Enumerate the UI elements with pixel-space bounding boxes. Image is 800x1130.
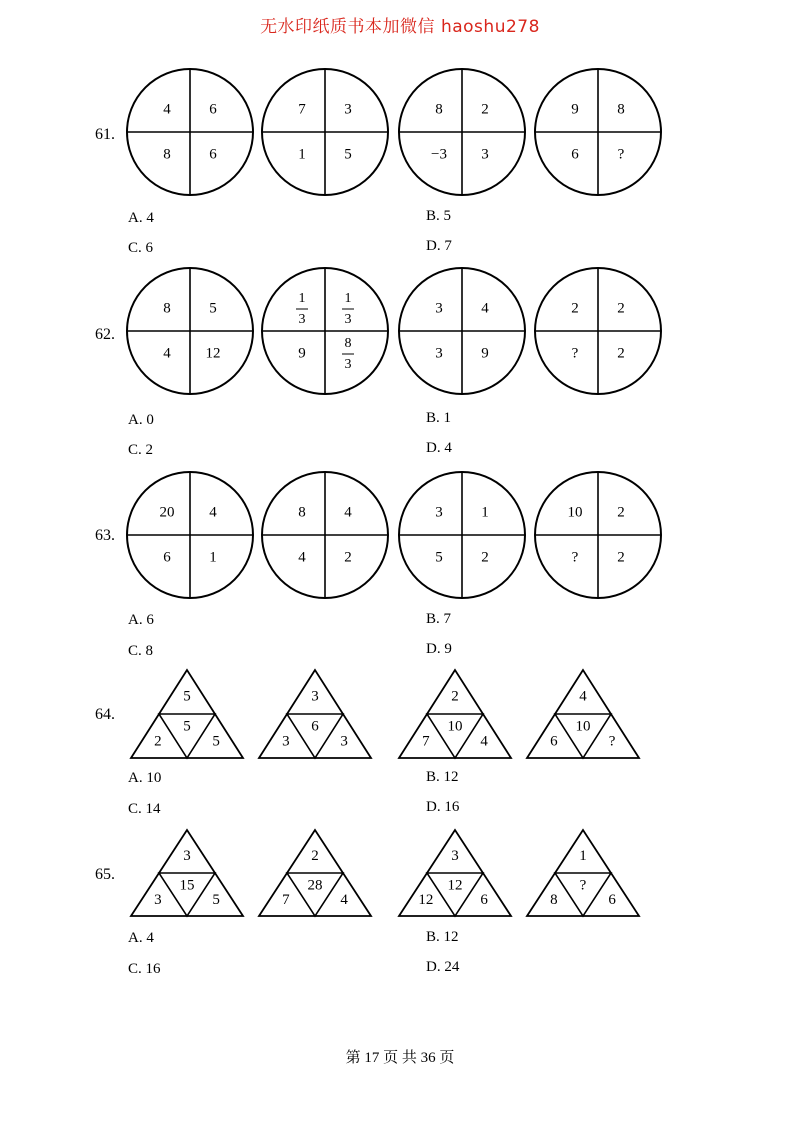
q65-figure-1-left-value: 3 [154, 891, 162, 908]
q65-figure-4-center-value: ? [579, 877, 587, 894]
q65-figure-4-top-value: 1 [579, 848, 587, 865]
option-a: A. 4 [128, 930, 154, 946]
q65-figure-3-left-value: 12 [418, 891, 434, 908]
q63-figure-3-cell-top-left: 3 [435, 504, 443, 521]
q63-figure-4-cell-bottom-right: 2 [617, 549, 625, 566]
q63-figure-3-cell-bottom-right: 2 [481, 549, 489, 566]
q63-figure-1-cell-bottom-right: 1 [209, 549, 217, 566]
question-number-64: 64. [95, 706, 115, 723]
q62-figure-2-cell-bottom-left: 9 [298, 345, 306, 362]
q65-figure-2-left-value: 7 [282, 891, 290, 908]
q62-figure-4-cell-bottom-left: ? [571, 345, 579, 362]
q61-figure-1-cell-top-right: 6 [209, 101, 217, 118]
q61-figure-1-cell-bottom-right: 6 [209, 146, 217, 163]
q62-figure-3-cell-bottom-left: 3 [435, 345, 443, 362]
q64-figure-4-left-value: 6 [550, 733, 558, 750]
q61-figure-1-cell-top-left: 4 [163, 101, 171, 118]
q65-figure-1-right-value: 5 [212, 891, 220, 908]
q64-figure-2-left-value: 3 [282, 733, 290, 750]
question-number-61: 61. [95, 126, 115, 143]
option-a: A. 10 [128, 770, 162, 786]
q61-figure-2-cell-top-right: 3 [344, 101, 352, 118]
option-c: C. 14 [128, 801, 161, 817]
q65-figure-1-top-value: 3 [183, 848, 191, 865]
q64-figure-2-top-value: 3 [311, 688, 319, 705]
q63-figure-1-cell-top-right: 4 [209, 504, 217, 521]
q65-figure-2-right-value: 4 [340, 891, 348, 908]
q62-figure-3-cell-top-left: 3 [435, 300, 443, 317]
q63-figure-1-cell-top-left: 20 [159, 504, 175, 521]
q63-figure-4-cell-top-left: 10 [567, 504, 583, 521]
q61-figure-2-cell-bottom-left: 1 [298, 146, 306, 163]
q64-figure-4-top-value: 4 [579, 688, 587, 705]
option-b: B. 5 [426, 208, 452, 224]
q63-figure-1-cell-bottom-left: 6 [163, 549, 171, 566]
question-number-63: 63. [95, 527, 115, 544]
q65-figure-2-center-value: 28 [307, 877, 323, 894]
q61-figure-2-cell-top-left: 7 [298, 101, 306, 118]
q61-figure-4-cell-top-right: 8 [617, 101, 625, 118]
q65-figure-3-right-value: 6 [480, 891, 488, 908]
q64-figure-1-left-value: 2 [154, 733, 162, 750]
option-a: A. 4 [128, 210, 154, 226]
q63-figure-3-cell-top-right: 1 [481, 504, 489, 521]
q61-figure-4-cell-top-left: 9 [571, 101, 579, 118]
q62-figure-1-cell-top-right: 5 [209, 300, 217, 317]
page-footer: 第 17 页 共 36 页 [345, 1050, 455, 1066]
q64-figure-2-right-value: 3 [340, 733, 348, 750]
watermark-text: 无水印纸质书本加微信 haoshu278 [260, 17, 540, 37]
q62-figure-3-cell-top-right: 4 [481, 300, 489, 317]
question-number-65: 65. [95, 866, 115, 883]
q64-figure-4-center-value: 10 [575, 718, 591, 735]
q64-figure-4-right-value: ? [608, 733, 616, 750]
q65-figure-4-left-value: 8 [550, 891, 558, 908]
option-b: B. 12 [426, 769, 459, 785]
q61-figure-4-cell-bottom-right: ? [617, 146, 625, 163]
option-d: D. 24 [426, 959, 460, 975]
q65-figure-1-center-value: 15 [179, 877, 195, 894]
q63-figure-4-cell-top-right: 2 [617, 504, 625, 521]
q64-figure-3-center-value: 10 [447, 718, 463, 735]
option-a: A. 6 [128, 612, 154, 628]
q62-figure-1-cell-bottom-right: 12 [205, 345, 221, 362]
option-c: C. 16 [128, 961, 161, 977]
q64-figure-3-right-value: 4 [480, 733, 488, 750]
option-a: A. 0 [128, 412, 154, 428]
option-b: B. 1 [426, 410, 452, 426]
q65-figure-3-center-value: 12 [447, 877, 463, 894]
option-c: C. 6 [128, 240, 154, 256]
q62-figure-1-cell-bottom-left: 4 [163, 345, 171, 362]
question-number-62: 62. [95, 326, 115, 343]
q65-figure-4-right-value: 6 [608, 891, 616, 908]
option-b: B. 12 [426, 929, 459, 945]
q62-figure-2-cell-top-left-denominator: 3 [298, 312, 306, 328]
option-d: D. 4 [426, 440, 452, 456]
q64-figure-1-center-value: 5 [183, 718, 191, 735]
option-d: D. 9 [426, 641, 452, 657]
q63-figure-4-cell-bottom-left: ? [571, 549, 579, 566]
q62-figure-2-cell-top-right-denominator: 3 [344, 312, 352, 328]
q62-figure-4-cell-top-right: 2 [617, 300, 625, 317]
q64-figure-1-top-value: 5 [183, 688, 191, 705]
q62-figure-2-cell-bottom-right-numerator: 8 [344, 336, 352, 352]
q62-figure-1-cell-top-left: 8 [163, 300, 171, 317]
q62-figure-2-cell-bottom-right-denominator: 3 [344, 357, 352, 373]
q65-figure-3-top-value: 3 [451, 848, 459, 865]
option-b: B. 7 [426, 611, 452, 627]
q61-figure-4-cell-bottom-left: 6 [571, 146, 579, 163]
q62-figure-2-cell-top-right-numerator: 1 [344, 291, 352, 307]
q63-figure-2-cell-bottom-left: 4 [298, 549, 306, 566]
q62-figure-4-cell-top-left: 2 [571, 300, 579, 317]
option-d: D. 7 [426, 238, 452, 254]
q64-figure-3-top-value: 2 [451, 688, 459, 705]
q64-figure-2-center-value: 6 [311, 718, 319, 735]
q62-figure-2-cell-top-left-numerator: 1 [298, 291, 306, 307]
q64-figure-3-left-value: 7 [422, 733, 430, 750]
option-d: D. 16 [426, 799, 460, 815]
option-c: C. 8 [128, 643, 154, 659]
q61-figure-1-cell-bottom-left: 8 [163, 146, 171, 163]
q65-figure-2-top-value: 2 [311, 848, 319, 865]
q63-figure-2-cell-top-right: 4 [344, 504, 352, 521]
q64-figure-1-right-value: 5 [212, 733, 220, 750]
q62-figure-3-cell-bottom-right: 9 [481, 345, 489, 362]
q62-figure-4-cell-bottom-right: 2 [617, 345, 625, 362]
q61-figure-3-cell-top-left: 8 [435, 101, 443, 118]
q61-figure-3-cell-top-right: 2 [481, 101, 489, 118]
q61-figure-3-cell-bottom-right: 3 [481, 146, 489, 163]
q63-figure-2-cell-bottom-right: 2 [344, 549, 352, 566]
q63-figure-3-cell-bottom-left: 5 [435, 549, 443, 566]
q61-figure-3-cell-bottom-left: −3 [431, 146, 447, 163]
q63-figure-2-cell-top-left: 8 [298, 504, 306, 521]
q61-figure-2-cell-bottom-right: 5 [344, 146, 352, 163]
option-c: C. 2 [128, 442, 154, 458]
